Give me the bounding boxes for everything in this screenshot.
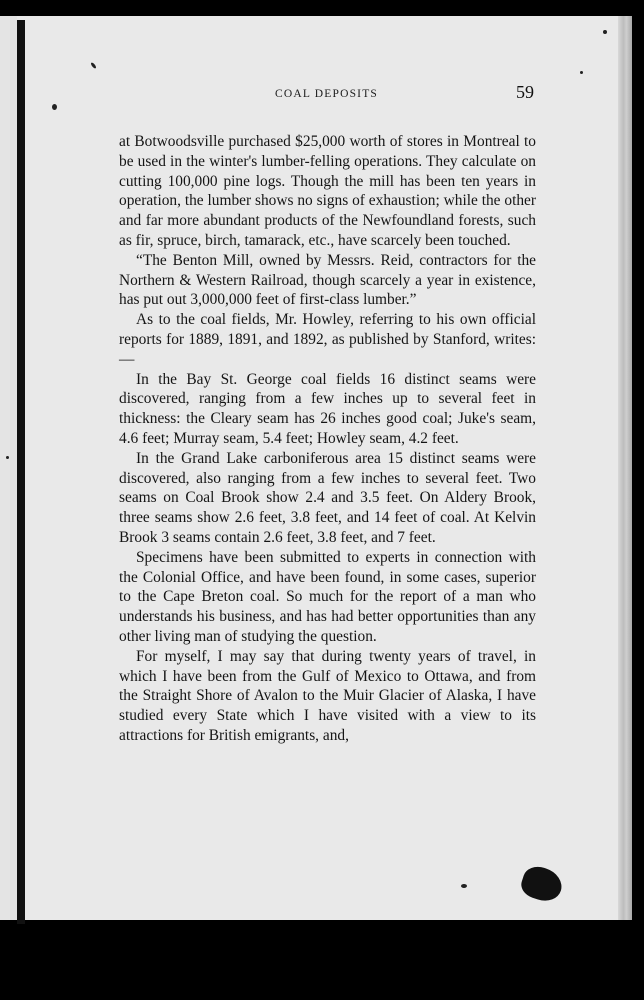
speck [580,71,583,74]
speck [603,30,607,34]
paragraph-2: “The Benton Mill, owned by Messrs. Reid, contractors for the Northern & Western Railroad, though scarcely a year in existence, has put out 3,000,000 feet of first-class lumber.” [119,251,536,309]
speck [52,104,57,110]
paragraph-4: In the Bay St. George coal fields 16 distinct seams were discovered, ranging from a few inches up to several feet in thickness: the Cleary seam has 26 inches good coal; Juke's seam, 4.6 feet; Murray seam, 5.4 feet; Howley seam, 4.2 feet. [119,370,536,447]
paragraph-5: In the Grand Lake carboniferous area 15 distinct seams were discovered, also ranging from a few inches to several feet. Two seams on Coal Brook show 2.4 and 3.5 feet. On Aldery Brook, three seams show 2.6 feet, 3.8 feet, and 14 feet of coal. At Kelvin Brook 3 seams contain 2.6 feet, 3.8 feet, and 7 feet. [119,449,536,546]
scanned-page [0,16,632,920]
paragraph-1: at Botwoodsville purchased $25,000 worth of stores in Montreal to be used in the winter's lumber-felling operations. They calculate on cutting 100,000 pine logs. Though the mill has been ten years in operation, the lumber shows no signs of exhaustion; while the other and far more abundant products of the Newfoundland forests, such as fir, spruce, birch, tamarack, etc., have scarcely been touched. [119,133,536,249]
facing-page-edge [0,16,17,920]
paragraph-6: Specimens have been submitted to experts in connection with the Colonial Office, and have been found, in some cases, superior to the Cape Breton coal. So much for the report of a man who understands his business, and has had better opportunities than any other living man of studying the question. [119,548,536,645]
paragraph-7: For myself, I may say that during twenty years of travel, in which I have been from the Gulf of Mexico to Ottawa, and from the Straight Shore of Avalon to the Muir Glacier of Alaska, I have studied every State which I have visited with a view to its attractions for British emigrants, and, [119,647,536,744]
speck [461,884,467,888]
page-number: 59 [516,82,534,102]
running-head: COAL DEPOSITS [275,88,379,100]
speck [6,456,9,459]
speck [90,62,97,69]
book-spine-shadow [17,20,25,924]
body-text [119,132,536,746]
page-edge [618,16,632,920]
ink-blot [518,863,566,906]
paragraph-3: As to the coal fields, Mr. Howley, referring to his own official reports for 1889, 1891, and 1892, as published by Stanford, writes: — [119,311,536,368]
